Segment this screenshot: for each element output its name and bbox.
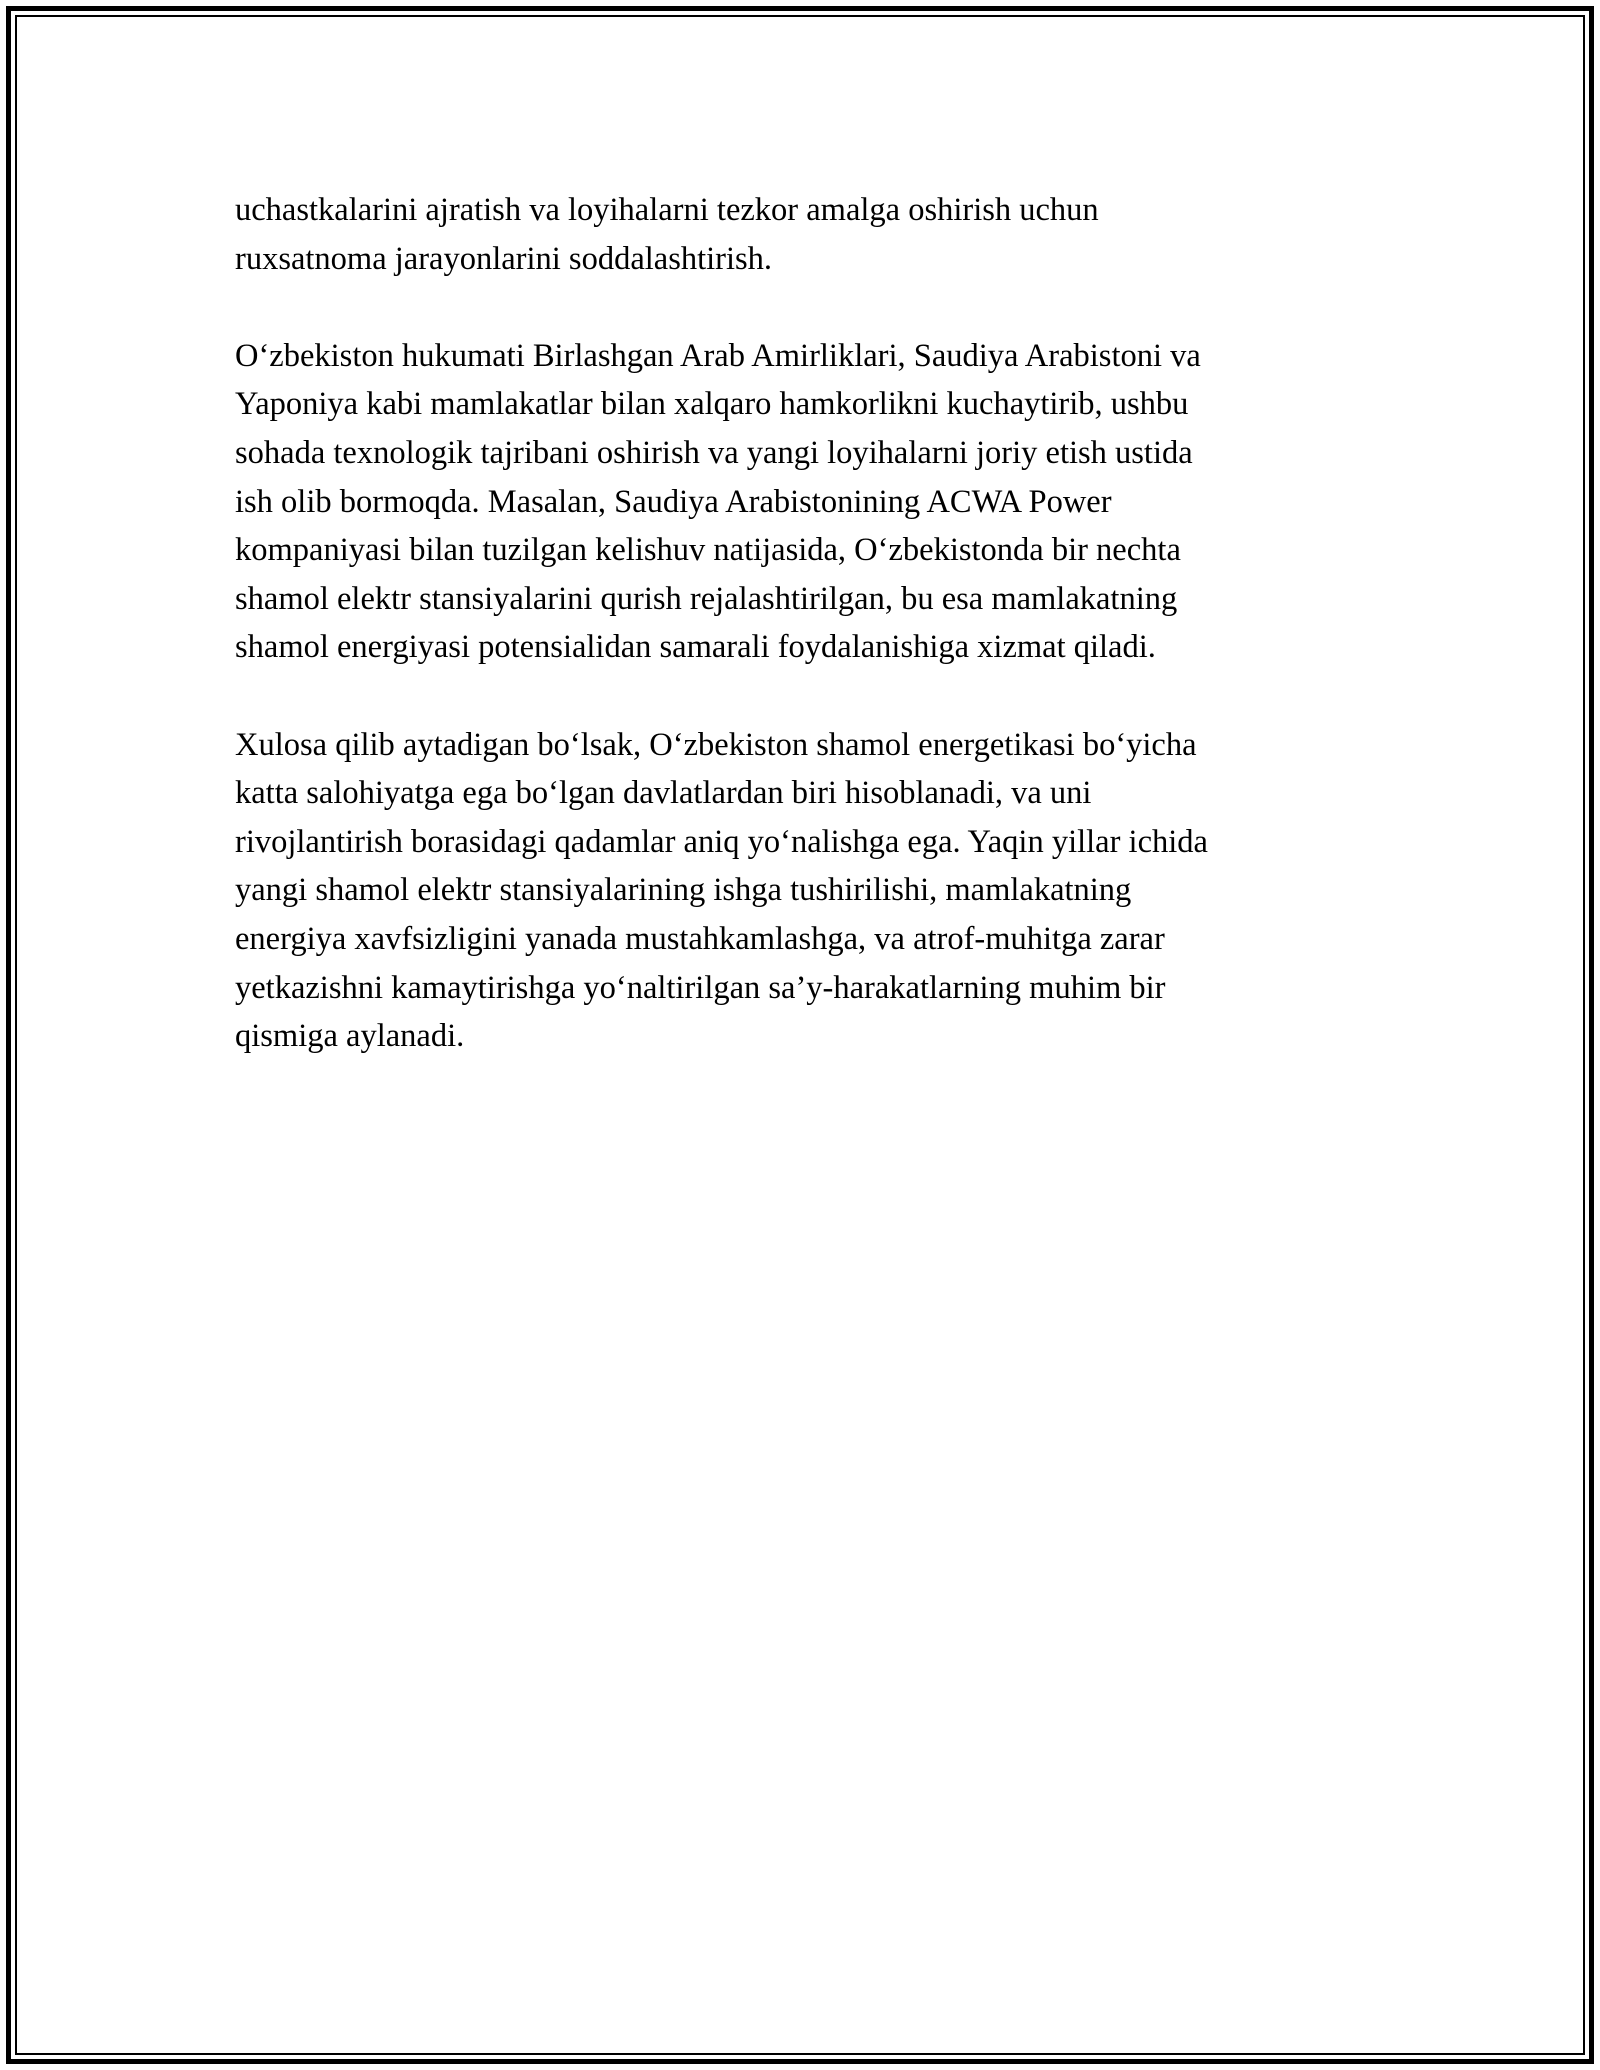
text-line: sohada texnologik tajribani oshirish va yangi loyihalarni joriy etish ustida: [235, 434, 1193, 471]
text-line: yangi shamol elektr stansiyalarining ishga tushirilishi, mamlakatning: [235, 872, 1132, 909]
text-line: shamol elektr stansiyalarini qurish rejalashtirilgan, bu esa mamlakatning: [235, 580, 1178, 617]
text-line: rivojlantirish borasidagi qadamlar aniq yo‘nalishga ega. Yaqin yillar ichida: [235, 823, 1208, 860]
text-line: Xulosa qilib aytadigan bo‘lsak, O‘zbekiston shamol energetikasi bo‘yicha: [235, 726, 1197, 763]
text-line: katta salohiyatga ega bo‘lgan davlatlardan biri hisoblanadi, va uni: [235, 775, 1092, 812]
text-line: ruxsatnoma jarayonlarini soddalashtirish.: [235, 240, 773, 277]
text-line: yetkazishni kamaytirishga yo‘naltirilgan sa’y-harakatlarning muhim bir: [235, 969, 1166, 1006]
text-line: kompaniyasi bilan tuzilgan kelishuv natijasida, O‘zbekistonda bir nechta: [235, 532, 1181, 569]
document-body: [235, 186, 1365, 1109]
text-line: Yaponiya kabi mamlakatlar bilan xalqaro hamkorlikni kuchaytirib, ushbu: [235, 386, 1189, 423]
text-line: uchastkalarini ajratish va loyihalarni tezkor amalga oshirish uchun: [235, 192, 1099, 228]
paragraph-3: [235, 721, 1365, 1061]
text-line: qismiga aylanadi.: [235, 1018, 465, 1055]
text-line: shamol energiyasi potensialidan samarali foydalanishiga xizmat qiladi.: [235, 629, 1156, 666]
text-line: O‘zbekiston hukumati Birlashgan Arab Amirliklari, Saudiya Arabistoni va: [235, 337, 1201, 374]
text-line: energiya xavfsizligini yanada mustahkamlashga, va atrof-muhitga zarar: [235, 920, 1165, 957]
text-line: ish olib bormoqda. Masalan, Saudiya Arabistonining ACWA Power: [235, 483, 1112, 520]
paragraph-2: [235, 332, 1365, 672]
paragraph-1: [235, 186, 1365, 283]
